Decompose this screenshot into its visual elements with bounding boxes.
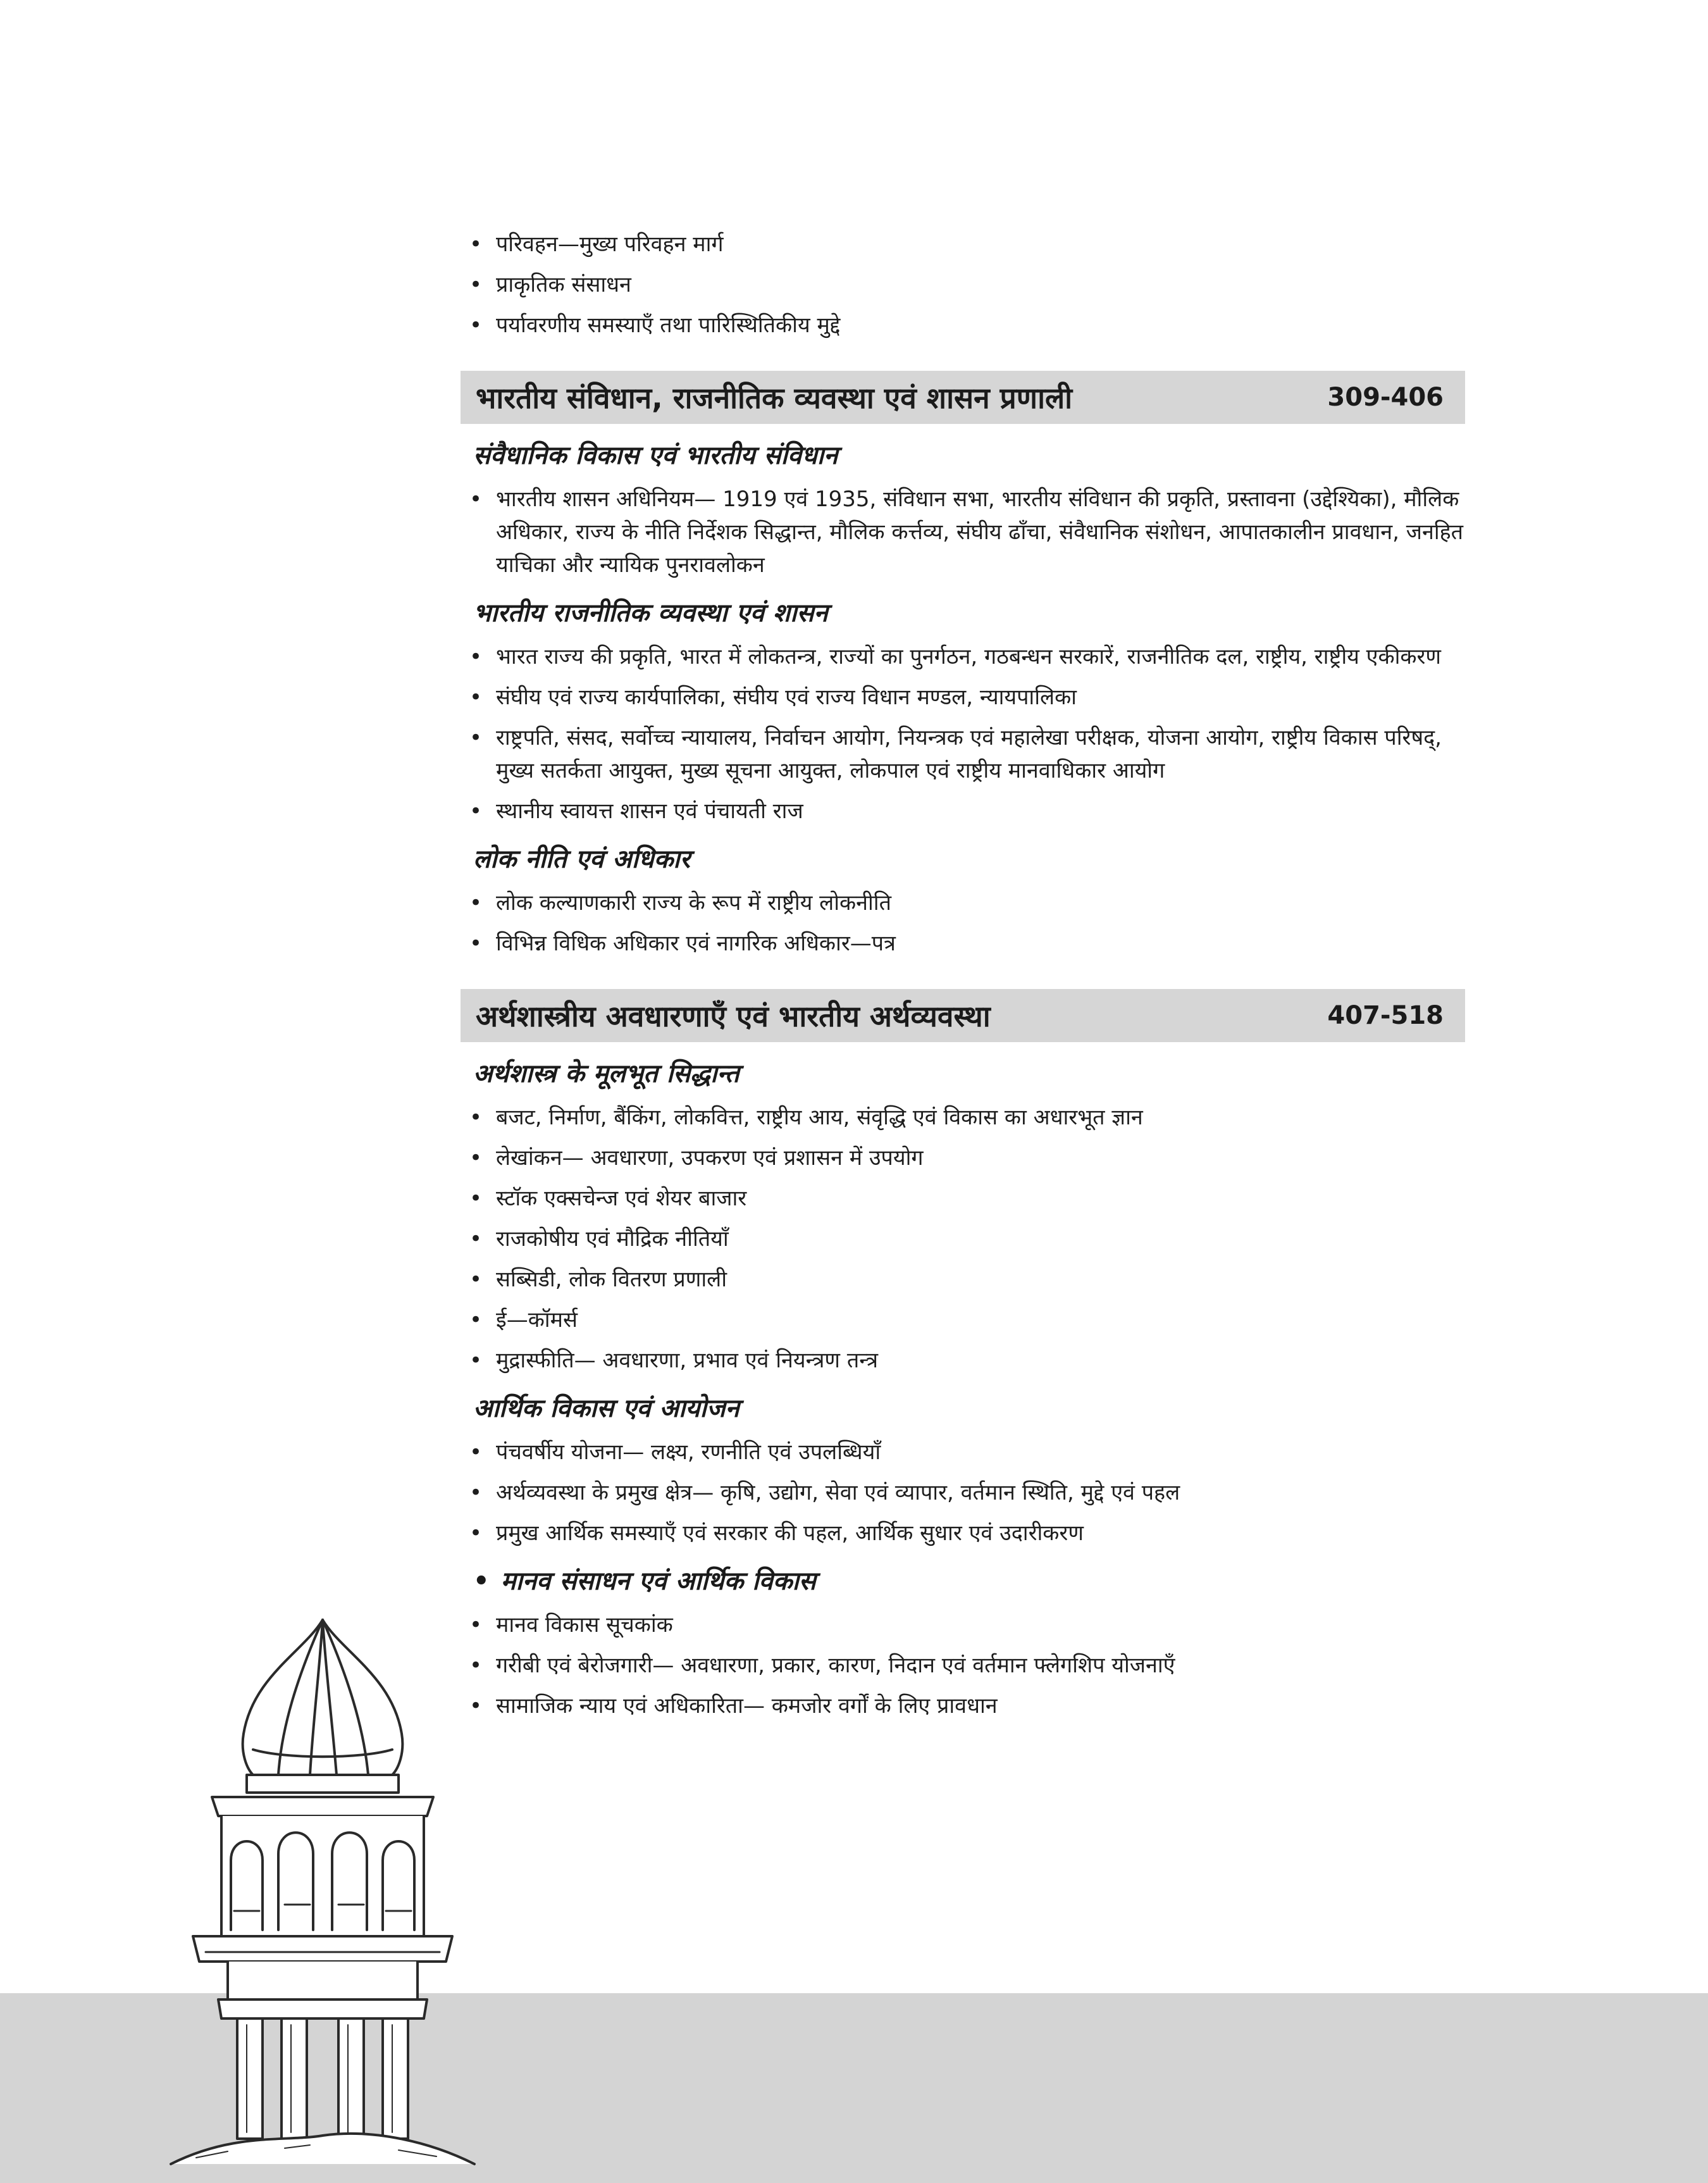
topic-list <box>461 483 1465 582</box>
list-item: • बजट, निर्माण, बैंकिंग, लोकवित्त, राष्ट्रीय आय, संवृद्धि एवं विकास का अधारभूत ज्ञान <box>469 1105 1143 1130</box>
topic-list <box>461 1608 1465 1722</box>
topic-list <box>461 1436 1465 1550</box>
list-item: • ई—कॉमर्स <box>469 1307 578 1333</box>
list-item: • भारतीय शासन अधिनियम— 1919 एवं 1935, संविधान सभा, भारतीय संविधान की प्रकृति, प्रस्तावना (उद्देश्यिका), मौलिक अधिकार, राज्य के नीति निर्देशक सिद्धान्त, मौलिक कर्त्तव्य, संघीय ढाँचा, संवैधानिक संशोधन, आपातकालीन प्रावधान, जनहित याचिका और न्यायिक पुनरावलोकन <box>469 487 1464 578</box>
topic-list <box>461 1101 1465 1377</box>
syllabus-content <box>461 228 1465 1730</box>
list-item: • विभिन्न विधिक अधिकार एवं नागरिक अधिकार—पत्र <box>469 931 896 956</box>
subheading: भारतीय राजनीतिक व्यवस्था एवं शासन <box>473 599 828 628</box>
list-item: • पर्यावरणीय समस्याएँ तथा पारिस्थितिकीय मुद्दे <box>469 313 841 338</box>
list-item: • लोक कल्याणकारी राज्य के रूप में राष्ट्रीय लोकनीति <box>469 890 891 916</box>
section-header-polity <box>461 371 1465 424</box>
list-item: • सब्सिडी, लोक वितरण प्रणाली <box>469 1267 727 1292</box>
list-item: • परिवहन—मुख्य परिवहन मार्ग <box>469 232 724 257</box>
subheading-bullet: • <box>473 1567 490 1596</box>
subheading: अर्थशास्त्र के मूलभूत सिद्धान्त <box>473 1059 740 1088</box>
topic-list <box>461 640 1465 828</box>
list-item: • राष्ट्रपति, संसद, सर्वोच्च न्यायालय, निर्वाचन आयोग, नियन्त्रक एवं महालेखा परीक्षक, योजना आयोग, राष्ट्रीय विकास परिषद्, मुख्य सतर्कता आयुक्त, मुख्य सूचना आयुक्त, लोकपाल एवं राष्ट्रीय मानवाधिकार आयोग <box>469 725 1442 783</box>
list-item: • राजकोषीय एवं मौद्रिक नीतियाँ <box>469 1226 729 1252</box>
list-item: • मानव विकास सूचकांक <box>469 1612 673 1638</box>
list-item: • संघीय एवं राज्य कार्यपालिका, संघीय एवं राज्य विधान मण्डल, न्यायपालिका <box>469 685 1077 710</box>
section-page-range: 309-406 <box>1327 383 1444 412</box>
list-item: • स्थानीय स्वायत्त शासन एवं पंचायती राज <box>469 799 803 824</box>
list-item: • भारत राज्य की प्रकृति, भारत में लोकतन्त्र, राज्यों का पुनर्गठन, गठबन्धन सरकारें, राजनीतिक दल, राष्ट्रीय, राष्ट्रीय एकीकरण <box>469 644 1441 669</box>
subheading: लोक नीति एवं अधिकार <box>473 845 691 874</box>
topic-list <box>461 886 1465 960</box>
list-item: • अर्थव्यवस्था के प्रमुख क्षेत्र— कृषि, उद्योग, सेवा एवं व्यापार, वर्तमान स्थिति, मुद्दे एवं पहल <box>469 1480 1180 1505</box>
subheading: आर्थिक विकास एवं आयोजन <box>473 1394 740 1423</box>
section-title: अर्थशास्त्रीय अवधारणाएँ एवं भारतीय अर्थव्यवस्था <box>476 999 991 1033</box>
list-item: • पंचवर्षीय योजना— लक्ष्य, रणनीति एवं उपलब्धियाँ <box>469 1440 881 1465</box>
section-page-range: 407-518 <box>1327 1001 1444 1030</box>
section-title: भारतीय संविधान, राजनीतिक व्यवस्था एवं शासन प्रणाली <box>476 381 1073 415</box>
pavilion-illustration <box>158 1607 487 2177</box>
subheading: • मानव संसाधन एवं आर्थिक विकास <box>473 1567 816 1596</box>
list-item: • मुद्रास्फीति— अवधारणा, प्रभाव एवं नियन्त्रण तन्त्र <box>469 1348 879 1373</box>
list-item: • प्रमुख आर्थिक समस्याएँ एवं सरकार की पहल, आर्थिक सुधार एवं उदारीकरण <box>469 1521 1084 1546</box>
list-item: • प्राकृतिक संसाधन <box>469 272 631 297</box>
list-item: • गरीबी एवं बेरोजगारी— अवधारणा, प्रकार, कारण, निदान एवं वर्तमान फ्लेगशिप योजनाएँ <box>469 1653 1175 1678</box>
section-header-economy <box>461 989 1465 1042</box>
intro-list <box>461 228 1465 342</box>
subheading: संवैधानिक विकास एवं भारतीय संविधान <box>473 441 838 470</box>
list-item: • सामाजिक न्याय एवं अधिकारिता— कमजोर वर्गों के लिए प्रावधान <box>469 1693 998 1719</box>
list-item: • लेखांकन— अवधारणा, उपकरण एवं प्रशासन में उपयोग <box>469 1145 924 1171</box>
list-item: • स्टॉक एक्सचेन्ज एवं शेयर बाजार <box>469 1186 747 1211</box>
